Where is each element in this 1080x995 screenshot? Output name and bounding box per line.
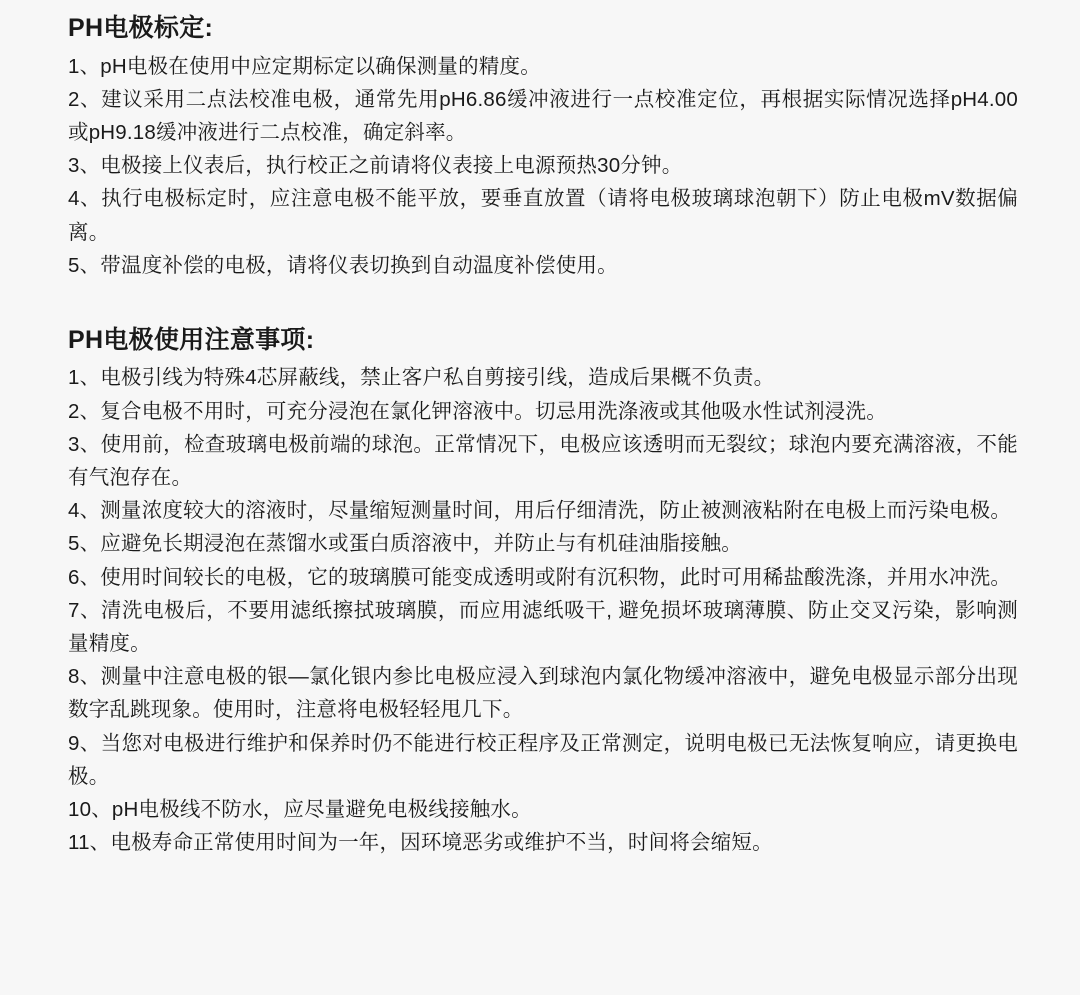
list-item: 2、复合电极不用时，可充分浸泡在氯化钾溶液中。切忌用洗涤液或其他吸水性试剂浸洗。 bbox=[68, 399, 887, 423]
list-item: 3、电极接上仪表后，执行校正之前请将仪表接上电源预热30分钟。 bbox=[68, 154, 683, 178]
section-title: PH电极标定: bbox=[68, 14, 214, 42]
list-item: 11、电极寿命正常使用时间为一年，因环境恶劣或维护不当，时间将会缩短。 bbox=[68, 831, 773, 855]
section-calibration bbox=[68, 10, 1018, 282]
section-usage-notes bbox=[68, 322, 1018, 860]
list-item: 1、pH电极在使用中应定期标定以确保测量的精度。 bbox=[68, 54, 541, 78]
list-item: 8、测量中注意电极的银—氯化银内参比电极应浸入到球泡内氯化物缓冲溶液中，避免电极显示部分出现数字乱跳现象。使用时，注意将电极轻轻甩几下。 bbox=[68, 665, 1018, 722]
list-item: 9、当您对电极进行维护和保养时仍不能进行校正程序及正常测定，说明电极已无法恢复响应，请更换电极。 bbox=[68, 731, 1018, 788]
list-item: 4、执行电极标定时，应注意电极不能平放，要垂直放置（请将电极玻璃球泡朝下）防止电极mV数据偏离。 bbox=[68, 187, 1018, 244]
list-item: 7、清洗电极后，不要用滤纸擦拭玻璃膜，而应用滤纸吸干, 避免损坏玻璃薄膜、防止交叉污染，影响测量精度。 bbox=[68, 598, 1018, 656]
list-item: 2、建议采用二点法校准电极，通常先用pH6.86缓冲液进行一点校准定位，再根据实际情况选择pH4.00或pH9.18缓冲液进行二点校准，确定斜率。 bbox=[68, 87, 1018, 144]
section-title: PH电极使用注意事项: bbox=[68, 325, 315, 354]
list-item: 1、电极引线为特殊4芯屏蔽线，禁止客户私自剪接引线，造成后果概不负责。 bbox=[68, 366, 775, 390]
section-divider bbox=[68, 288, 1018, 322]
list-item: 5、应避免长期浸泡在蒸馏水或蛋白质溶液中，并防止与有机硅油脂接触。 bbox=[68, 532, 742, 556]
list-item: 5、带温度补偿的电极，请将仪表切换到自动温度补偿使用。 bbox=[68, 253, 618, 277]
list-item: 4、测量浓度较大的溶液时，尽量缩短测量时间，用后仔细清洗，防止被测液粘附在电极上而污染电极。 bbox=[68, 499, 1012, 523]
list-item: 3、使用前，检查玻璃电极前端的球泡。正常情况下，电极应该透明而无裂纹；球泡内要充满溶液，不能有气泡存在。 bbox=[68, 432, 1018, 490]
list-item: 6、使用时间较长的电极，它的玻璃膜可能变成透明或附有沉积物，此时可用稀盐酸洗涤，并用水冲洗。 bbox=[68, 565, 1012, 589]
list-item: 10、pH电极线不防水，应尽量避免电极线接触水。 bbox=[68, 798, 532, 822]
